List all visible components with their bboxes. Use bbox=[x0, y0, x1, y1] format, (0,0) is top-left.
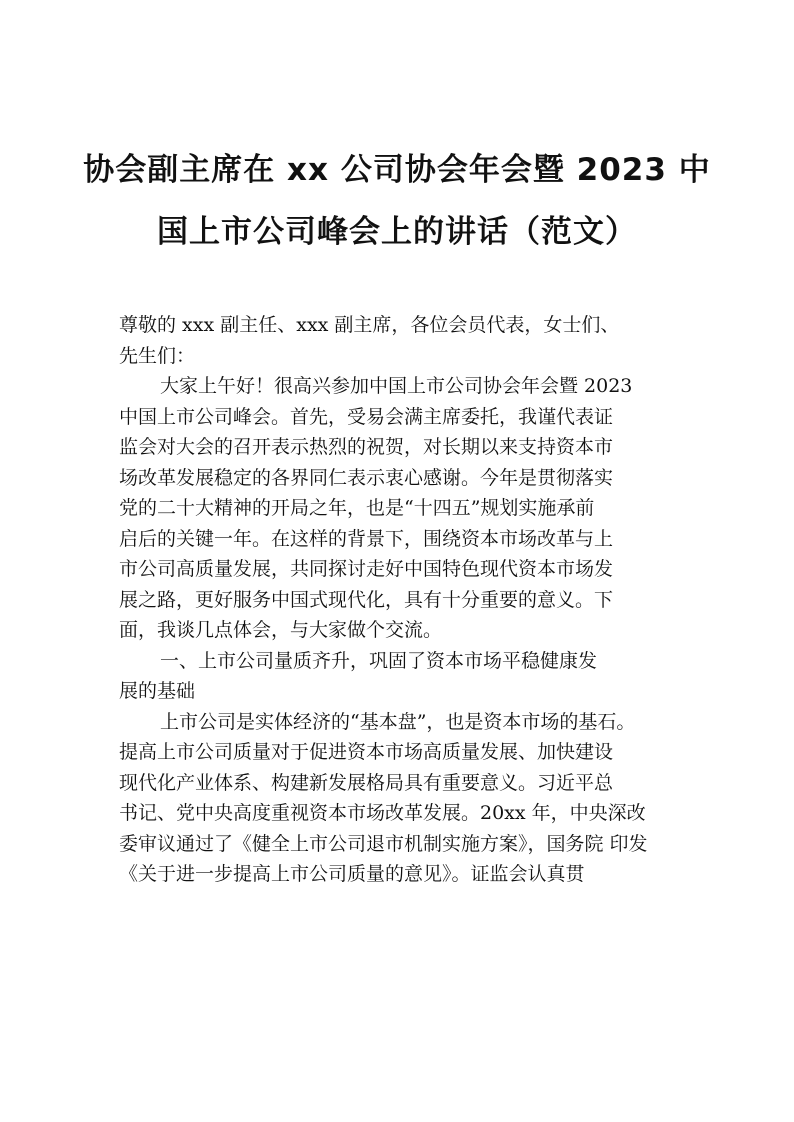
paragraph-line: 党的二十大精神的开局之年，也是“十四五”规划实施承前 bbox=[119, 497, 595, 519]
salutation-line: 尊敬的 xxx 副主任、xxx 副主席，各位会员代表，女士们、 bbox=[119, 314, 620, 336]
document-title-line-2: 国上市公司峰会上的讲话（范文） bbox=[157, 214, 637, 250]
paragraph-line: 中国上市公司峰会。首先，受易会满主席委托，我谨代表证 bbox=[119, 405, 614, 428]
paragraph-line: 现代化产业体系、构建新发展格局具有重要意义。习近平总 bbox=[119, 771, 614, 794]
paragraph-line: 提高上市公司质量对于促进资本市场高质量发展、加快建设 bbox=[119, 741, 614, 763]
paragraph-line: 《关于进一步提高上市公司质量的意见》。证监会认真贯 bbox=[119, 863, 585, 885]
document-body bbox=[119, 310, 689, 890]
section-heading-line: 展的基础 bbox=[119, 680, 196, 702]
section-heading-line: 一、上市公司量质齐升，巩固了资本市场平稳健康发 bbox=[160, 649, 598, 672]
document-title-line-1: 协会副主席在 xx 公司协会年会暨 2023 中 bbox=[83, 152, 711, 188]
paragraph-line: 大家上午好！很高兴参加中国上市公司协会年会暨 2023 bbox=[160, 375, 633, 397]
paragraph-line: 市公司高质量发展，共同探讨走好中国特色现代资本市场发 bbox=[119, 558, 614, 580]
salutation-line: 先生们： bbox=[119, 344, 196, 367]
paragraph-line: 展之路，更好服务中国式现代化，具有十分重要的意义。下 bbox=[119, 588, 614, 611]
paragraph-line: 上市公司是实体经济的“基本盘”，也是资本市场的基石。 bbox=[160, 710, 636, 733]
paragraph-line: 监会对大会的召开表示热烈的祝贺，对长期以来支持资本市 bbox=[119, 436, 614, 458]
paragraph-line: 书记、党中央高度重视资本市场改革发展。20xx 年，中央深改 bbox=[119, 802, 646, 824]
paragraph-line: 场改革发展稳定的各界同仁表示衷心感谢。今年是贯彻落实 bbox=[119, 466, 614, 489]
paragraph-line: 启后的关键一年。在这样的背景下，围绕资本市场改革与上 bbox=[119, 527, 614, 550]
paragraph-line: 委审议通过了《健全上市公司退市机制实施方案》，国务院 印发 bbox=[119, 832, 648, 855]
paragraph-line: 面，我谈几点体会，与大家做个交流。 bbox=[119, 619, 443, 641]
